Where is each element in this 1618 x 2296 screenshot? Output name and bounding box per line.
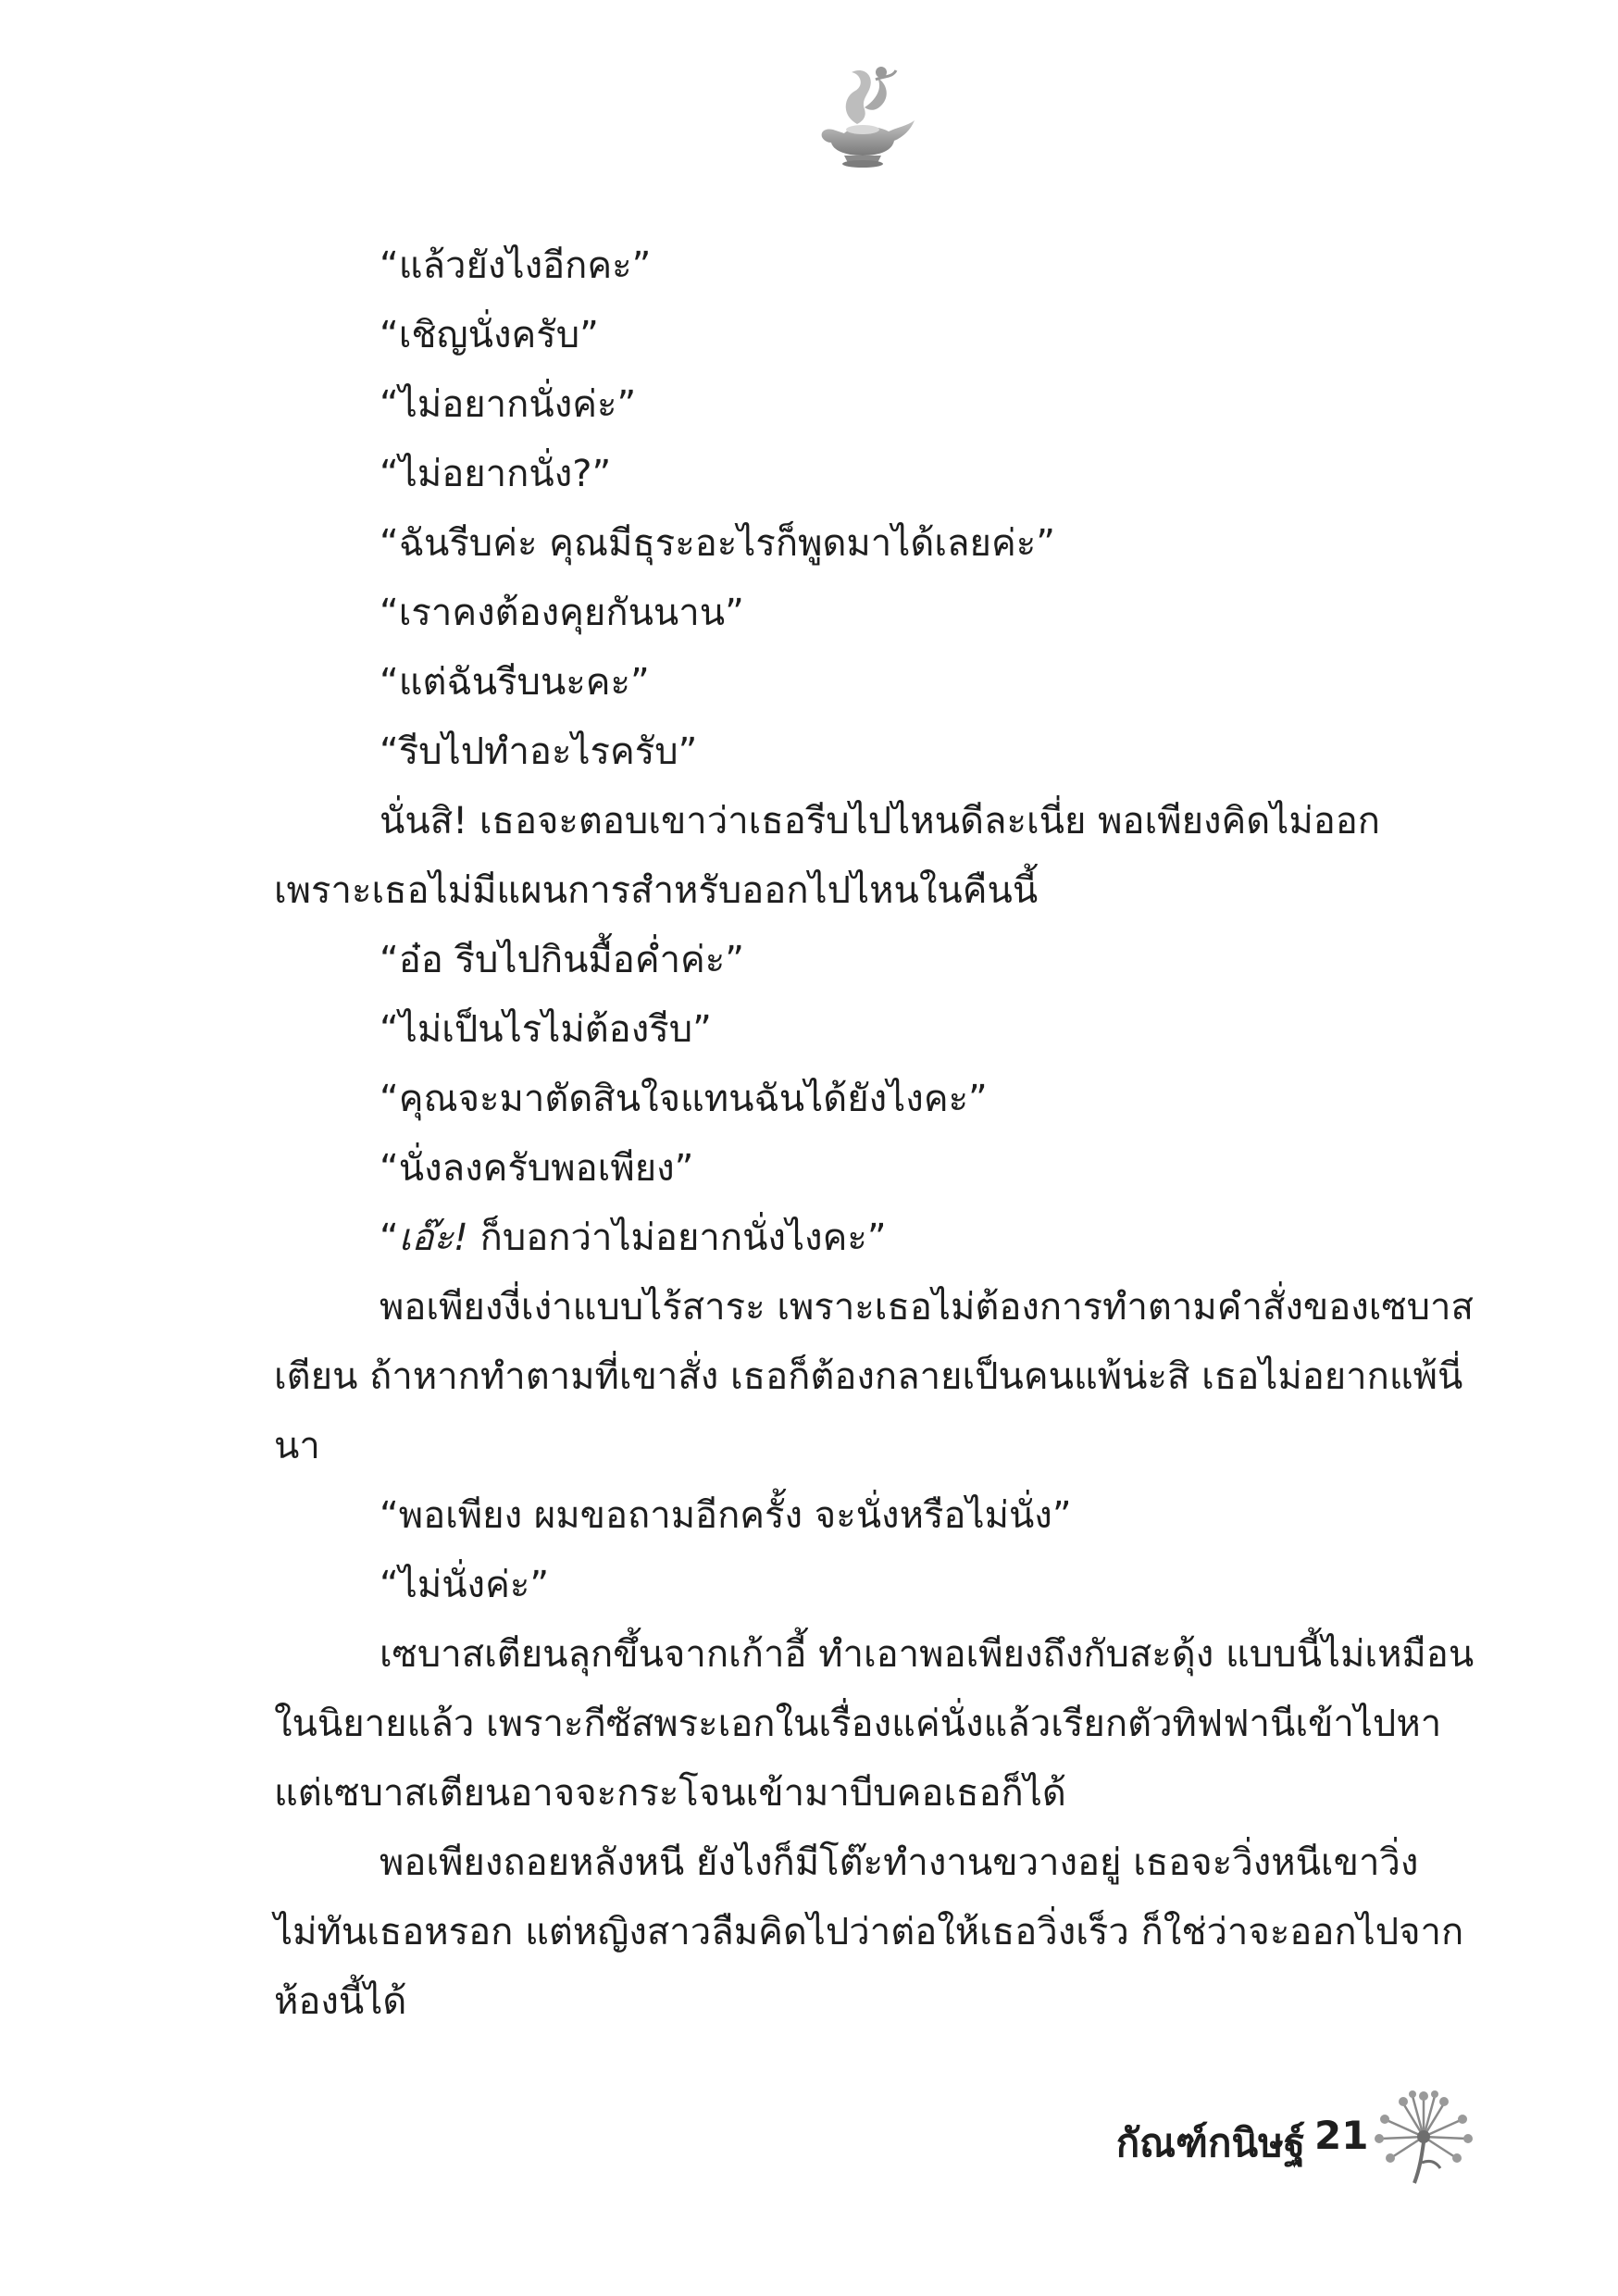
dialog-line: “ไม่อยากนั่ง?” (380, 453, 612, 495)
genie-lamp-icon (803, 59, 924, 170)
emphasized-word: เอ๊ะ! (398, 1217, 468, 1259)
narrative-paragraph: เซบาสเตียนลุกขึ้นจากเก้าอี้ ทำเอาพอเพียงถึงกับสะดุ้ง แบบนี้ไม่เหมือนในนิยายแล้ว เพราะกีซัสพระเอกในเรื่องแค่นั่งแล้วเรียกตัวทิฟฟานีเข้าไปหา แต่เซบาสเตียนอาจจะกระโจนเข้ามาบีบคอเธอก็ได้ (274, 1633, 1475, 1815)
story-text (274, 231, 1477, 2037)
dialog-line: “ไม่นั่งค่ะ” (380, 1564, 550, 1606)
dialog-line: “ฉันรีบค่ะ คุณมีธุระอะไรก็พูดมาได้เลยค่ะ” (380, 522, 1055, 565)
narrative-paragraph: นั่นสิ! เธอจะตอบเขาว่าเธอรีบไปไหนดีละเนี่ย พอเพียงคิดไม่ออก เพราะเธอไม่มีแผนการสำหรับออกไปไหนในคืนนี้ (274, 800, 1381, 912)
dialog-line: “ไม่อยากนั่งค่ะ” (380, 383, 637, 426)
author-name: กัณฑ์กนิษฐ์ (1115, 2120, 1305, 2165)
dialog-line: “ไม่เป็นไรไม่ต้องรีบ” (380, 1008, 712, 1051)
dandelion-flower-icon (1368, 2083, 1479, 2185)
dialog-line: “นั่งลงครับพอเพียง” (380, 1147, 694, 1190)
dialog-line: “พอเพียง ผมขอถามอีกครั้ง จะนั่งหรือไม่นั่ง” (380, 1494, 1072, 1537)
dialog-line: “แต่ฉันรีบนะคะ” (380, 661, 650, 704)
dialog-line: “คุณจะมาตัดสินใจแทนฉันได้ยังไงคะ” (380, 1078, 988, 1120)
narrative-paragraph: พอเพียงถอยหลังหนี ยังไงก็มีโต๊ะทำงานขวางอยู่ เธอจะวิ่งหนีเขาวิ่งไม่ทันเธอหรอก แต่หญิงสาวลืมคิดไปว่าต่อให้เธอวิ่งเร็ว ก็ใช่ว่าจะออกไปจากห้องนี้ได้ (274, 1841, 1464, 2023)
dialog-line: “เราคงต้องคุยกันนาน” (380, 592, 744, 634)
narrative-paragraph: พอเพียงงี่เง่าแบบไร้สาระ เพราะเธอไม่ต้องการทำตามคำสั่งของเซบาสเตียน ถ้าหากทำตามที่เขาสั่ง เธอก็ต้องกลายเป็นคนแพ้น่ะสิ เธอไม่อยากแพ้นี่นา (274, 1286, 1474, 1467)
dialog-line: “เชิญนั่งครับ” (380, 314, 599, 356)
page-footer (1000, 2083, 1518, 2185)
dialog-line-emphasis (274, 1204, 1477, 1273)
page-number: 21 (1314, 2113, 1369, 2158)
open-quote: “ (380, 1217, 399, 1259)
dialog-line: “อ๋อ รีบไปกินมื้อค่ำค่ะ” (380, 939, 745, 981)
dialog-line: “รีบไปทำอะไรครับ” (380, 730, 698, 773)
dialog-rest: ก็บอกว่าไม่อยากนั่งไงคะ” (467, 1217, 887, 1259)
dialog-line: “แล้วยังไงอีกคะ” (380, 244, 652, 287)
